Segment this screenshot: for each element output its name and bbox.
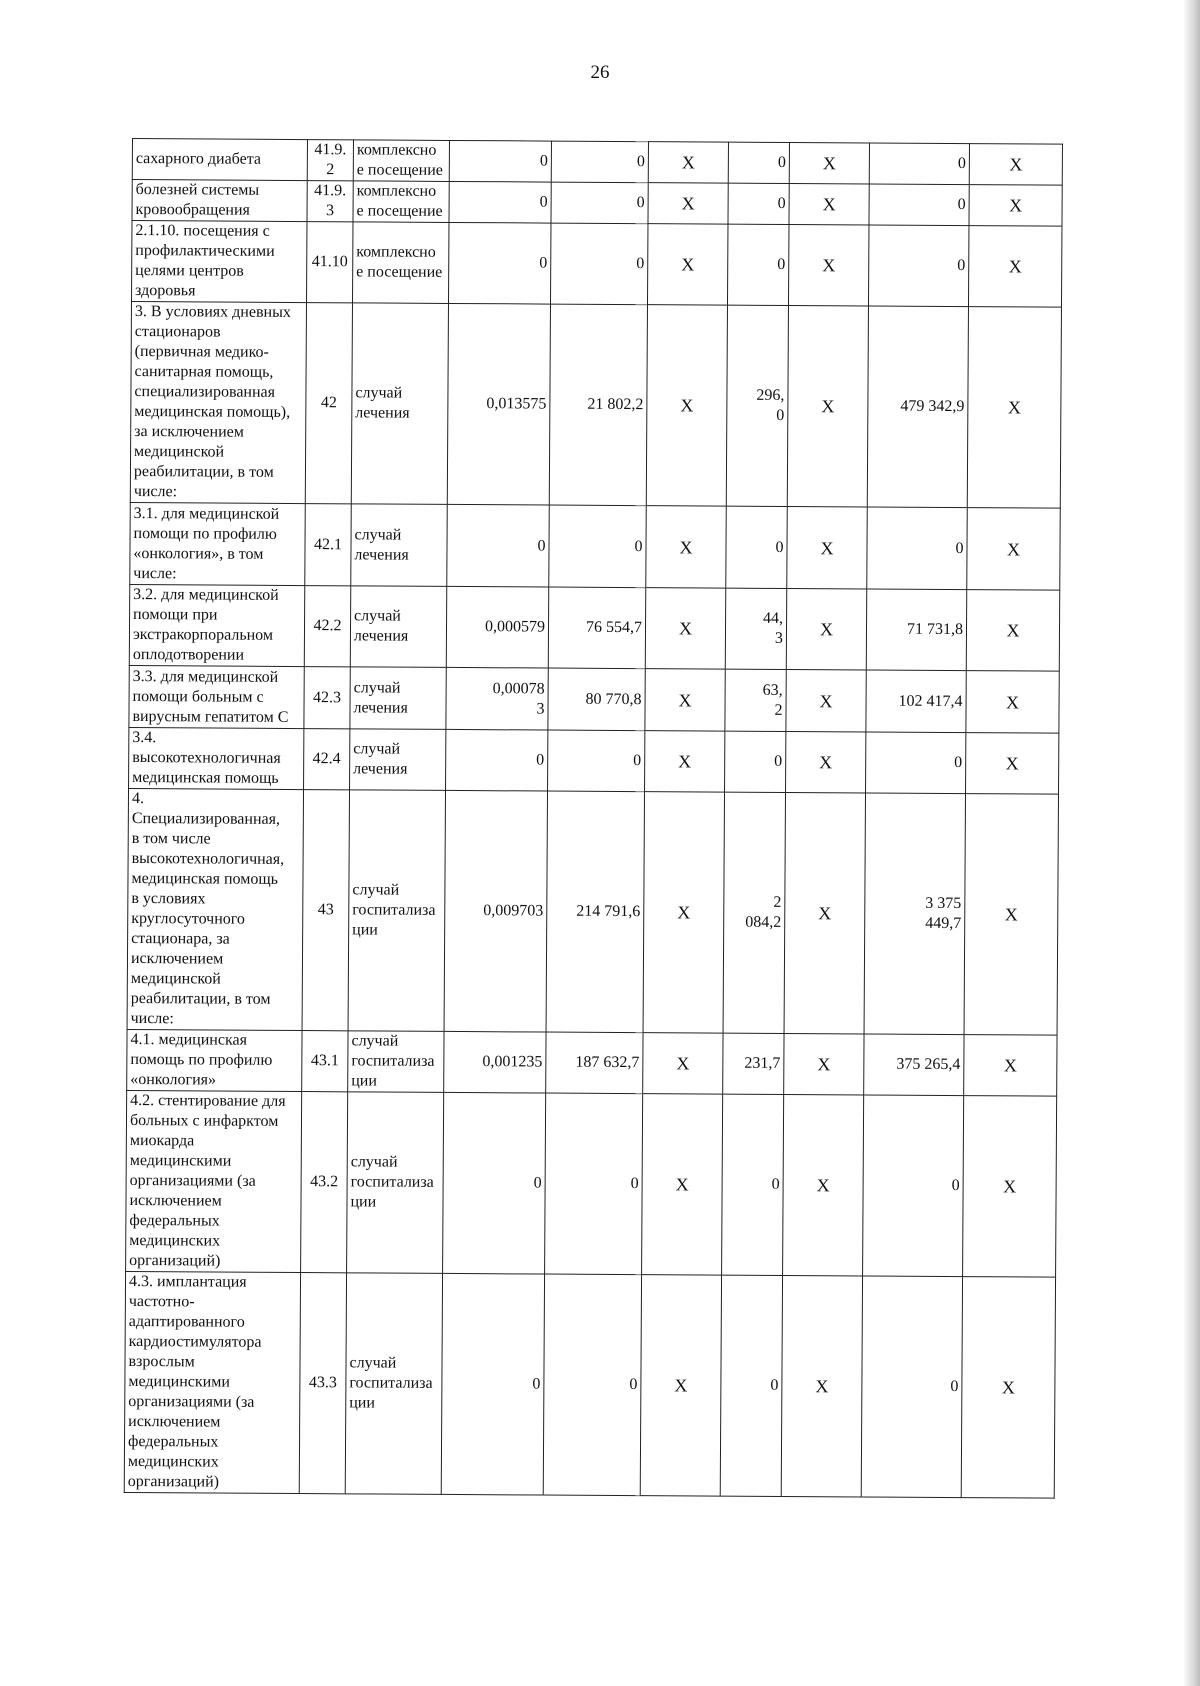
row-x-3-cell: Х — [966, 733, 1059, 795]
row-code-cell: 42.4 — [304, 729, 350, 790]
row-value-3-cell: 0 — [728, 183, 789, 224]
row-unit-cell: случай лечения — [350, 586, 446, 668]
row-x-3-cell: Х — [969, 144, 1062, 186]
row-value-4-cell: 3 375 449,7 — [864, 793, 965, 1035]
row-name-cell: болезней системы кровообращения — [132, 180, 307, 222]
row-value-2-cell: 214 791,6 — [546, 791, 644, 1033]
row-x-3-cell: Х — [961, 1277, 1055, 1499]
row-code-cell: 41.10 — [306, 222, 352, 303]
row-value-2-cell: 0 — [549, 505, 646, 588]
row-code-cell: 43.2 — [301, 1092, 348, 1273]
row-x-3-cell: Х — [966, 671, 1059, 734]
row-x-2-cell: Х — [781, 1275, 862, 1496]
page-number: 26 — [590, 62, 610, 83]
table-row — [130, 502, 1060, 590]
row-value-3-cell: 231,7 — [723, 1033, 784, 1094]
row-value-4-cell: 102 417,4 — [866, 670, 966, 733]
row-value-3-cell: 0 — [728, 142, 789, 183]
row-value-3-cell: 44, 3 — [725, 588, 786, 669]
row-value-4-cell: 71 731,8 — [866, 589, 966, 671]
row-value-3-cell: 296, 0 — [726, 305, 788, 506]
row-value-3-cell: 0 — [727, 224, 788, 305]
row-x-2-cell: Х — [787, 306, 868, 507]
table-row — [129, 584, 1059, 671]
row-name-cell: 3.1. для медицинской помощи по профилю «онкология», в том числе: — [130, 502, 305, 585]
row-value-3-cell: 0 — [725, 731, 786, 792]
row-value-3-cell: 0 — [720, 1275, 782, 1496]
row-value-1-cell: 0,000579 — [446, 586, 548, 668]
row-x-1-cell: Х — [646, 305, 727, 506]
row-x-1-cell: Х — [645, 731, 725, 792]
row-value-1-cell: 0,009703 — [444, 790, 547, 1032]
row-value-2-cell: 0 — [548, 730, 645, 792]
row-value-2-cell: 0 — [550, 223, 647, 305]
table-row — [132, 180, 1062, 227]
row-unit-cell: комплексно е посещение — [353, 140, 449, 182]
row-x-3-cell: Х — [967, 307, 1061, 509]
row-value-1-cell: 0,013575 — [447, 303, 550, 505]
row-code-cell: 41.9. 2 — [307, 140, 353, 181]
row-name-cell: 4.1. медицинская помощь по профилю «онкология» — [127, 1029, 302, 1091]
table-row — [124, 1271, 1055, 1498]
table-row — [129, 665, 1059, 733]
row-x-1-cell: Х — [642, 1094, 723, 1275]
row-x-1-cell: Х — [645, 588, 725, 669]
row-value-3-cell: 0 — [722, 1094, 784, 1275]
row-code-cell: 43.3 — [299, 1273, 346, 1494]
row-value-1-cell: 0 — [441, 1273, 544, 1495]
row-x-1-cell: Х — [646, 506, 726, 588]
row-unit-cell: комплексно е посещение — [352, 222, 448, 304]
row-x-2-cell: Х — [784, 793, 865, 1034]
row-value-1-cell: 0 — [447, 504, 549, 587]
row-code-cell: 42.2 — [304, 586, 350, 667]
row-unit-cell: случай лечения — [351, 303, 448, 505]
row-x-1-cell: Х — [640, 1275, 721, 1496]
row-value-2-cell: 80 770,8 — [548, 668, 645, 731]
row-value-3-cell: 0 — [726, 506, 787, 588]
row-x-2-cell: Х — [787, 507, 867, 589]
row-value-4-cell: 0 — [866, 732, 966, 794]
row-code-cell: 42.1 — [305, 504, 352, 586]
row-value-1-cell: 0 — [446, 729, 548, 791]
row-name-cell: 3.3. для медицинской помощи больным с вирусным гепатитом С — [129, 665, 304, 728]
row-x-2-cell: Х — [784, 1033, 864, 1094]
row-unit-cell: случай госпитализа ции — [348, 1031, 444, 1093]
row-value-3-cell: 2 084,2 — [723, 792, 785, 1033]
row-value-4-cell: 0 — [869, 184, 969, 226]
table-row — [126, 1090, 1057, 1277]
row-code-cell: 42.3 — [304, 667, 350, 729]
row-unit-cell: случай лечения — [351, 504, 447, 587]
table-row — [127, 1029, 1057, 1096]
row-x-2-cell: Х — [789, 143, 869, 184]
row-name-cell: 3. В условиях дневных стационаров (первичная медико- санитарная помощь, специализированная медицинская помощь), за исключением медицинской реабилитации, в том числе: — [130, 302, 306, 504]
row-value-1-cell: 0 — [448, 222, 550, 304]
row-value-4-cell: 0 — [868, 225, 968, 307]
data-table — [124, 138, 1063, 1499]
row-unit-cell: случай лечения — [350, 667, 446, 730]
row-value-2-cell: 0 — [551, 141, 648, 183]
row-x-2-cell: Х — [788, 225, 868, 306]
table-row — [129, 727, 1059, 794]
row-code-cell: 43 — [302, 790, 349, 1031]
row-code-cell: 41.9. 3 — [307, 181, 353, 222]
row-x-1-cell: Х — [643, 1033, 723, 1094]
row-x-1-cell: Х — [643, 792, 724, 1033]
row-name-cell: 4. Специализированная, в том числе высокотехнологичная, медицинская помощь в условиях круглосуточного стационара, за исключением медицинской реабилитации, в том числе: — [127, 788, 303, 1030]
table-row — [127, 788, 1058, 1035]
row-value-1-cell: 0,001235 — [444, 1031, 546, 1093]
row-x-2-cell: Х — [783, 1094, 864, 1275]
row-unit-cell: случай лечения — [350, 729, 446, 791]
row-value-2-cell: 0 — [551, 182, 648, 224]
row-name-cell: 3.4. высокотехнологичная медицинская помощь — [129, 727, 304, 789]
row-value-2-cell: 0 — [543, 1274, 641, 1496]
row-value-2-cell: 0 — [545, 1093, 643, 1275]
table-row — [130, 302, 1061, 509]
row-x-3-cell: Х — [964, 794, 1058, 1036]
row-unit-cell: случай госпитализа ции — [345, 1273, 442, 1495]
row-value-1-cell: 0 — [449, 140, 551, 182]
row-value-1-cell: 0 — [449, 181, 551, 223]
row-value-2-cell: 21 802,2 — [549, 304, 647, 506]
row-x-2-cell: Х — [786, 732, 866, 793]
scan-edge — [1184, 0, 1200, 1686]
row-value-4-cell: 0 — [861, 1276, 962, 1498]
row-x-1-cell: Х — [645, 669, 725, 731]
row-unit-cell: случай госпитализа ции — [347, 1092, 444, 1274]
row-unit-cell: случай госпитализа ции — [348, 790, 445, 1032]
row-x-3-cell: Х — [968, 226, 1061, 308]
row-value-1-cell: 0 — [443, 1092, 546, 1274]
row-x-1-cell: Х — [648, 142, 728, 183]
row-x-3-cell: Х — [967, 508, 1060, 591]
table-row — [132, 221, 1062, 308]
row-name-cell: 3.2. для медицинской помощи при экстракорпоральном оплодотворении — [129, 584, 304, 666]
row-name-cell: 4.2. стентирование для больных с инфарктом миокарда медицинскими организациями (за исключением федеральных медицинских организаций) — [126, 1090, 302, 1272]
row-x-3-cell: Х — [964, 1035, 1057, 1097]
row-name-cell: 4.3. имплантация частотно- адаптированного кардиостимулятора взрослым медицинскими организациями (за исключением федеральных медицинских организаций) — [124, 1271, 300, 1493]
row-x-3-cell: Х — [966, 590, 1059, 672]
row-name-cell: сахарного диабета — [132, 139, 307, 181]
row-value-2-cell: 187 632,7 — [546, 1032, 643, 1094]
table-row — [132, 139, 1062, 186]
row-x-1-cell: Х — [647, 224, 727, 305]
row-code-cell: 43.1 — [302, 1031, 348, 1092]
row-x-2-cell: Х — [786, 589, 866, 670]
row-x-3-cell: Х — [963, 1096, 1057, 1278]
row-x-1-cell: Х — [648, 183, 728, 224]
row-value-4-cell: 479 342,9 — [867, 306, 968, 508]
row-value-4-cell: 375 265,4 — [864, 1034, 964, 1096]
row-name-cell: 2.1.10. посещения с профилактическими целями центров здоровья — [132, 221, 307, 303]
row-x-2-cell: Х — [789, 184, 869, 225]
row-value-3-cell: 63, 2 — [725, 669, 786, 731]
row-x-3-cell: Х — [969, 185, 1062, 227]
row-code-cell: 42 — [305, 303, 352, 504]
row-value-1-cell: 0,00078 3 — [446, 667, 548, 730]
row-unit-cell: комплексно е посещение — [353, 181, 449, 223]
row-value-4-cell: 0 — [863, 1095, 964, 1277]
row-value-4-cell: 0 — [867, 507, 967, 590]
row-value-4-cell: 0 — [869, 143, 969, 185]
row-value-2-cell: 76 554,7 — [548, 587, 645, 669]
row-x-2-cell: Х — [786, 670, 866, 732]
